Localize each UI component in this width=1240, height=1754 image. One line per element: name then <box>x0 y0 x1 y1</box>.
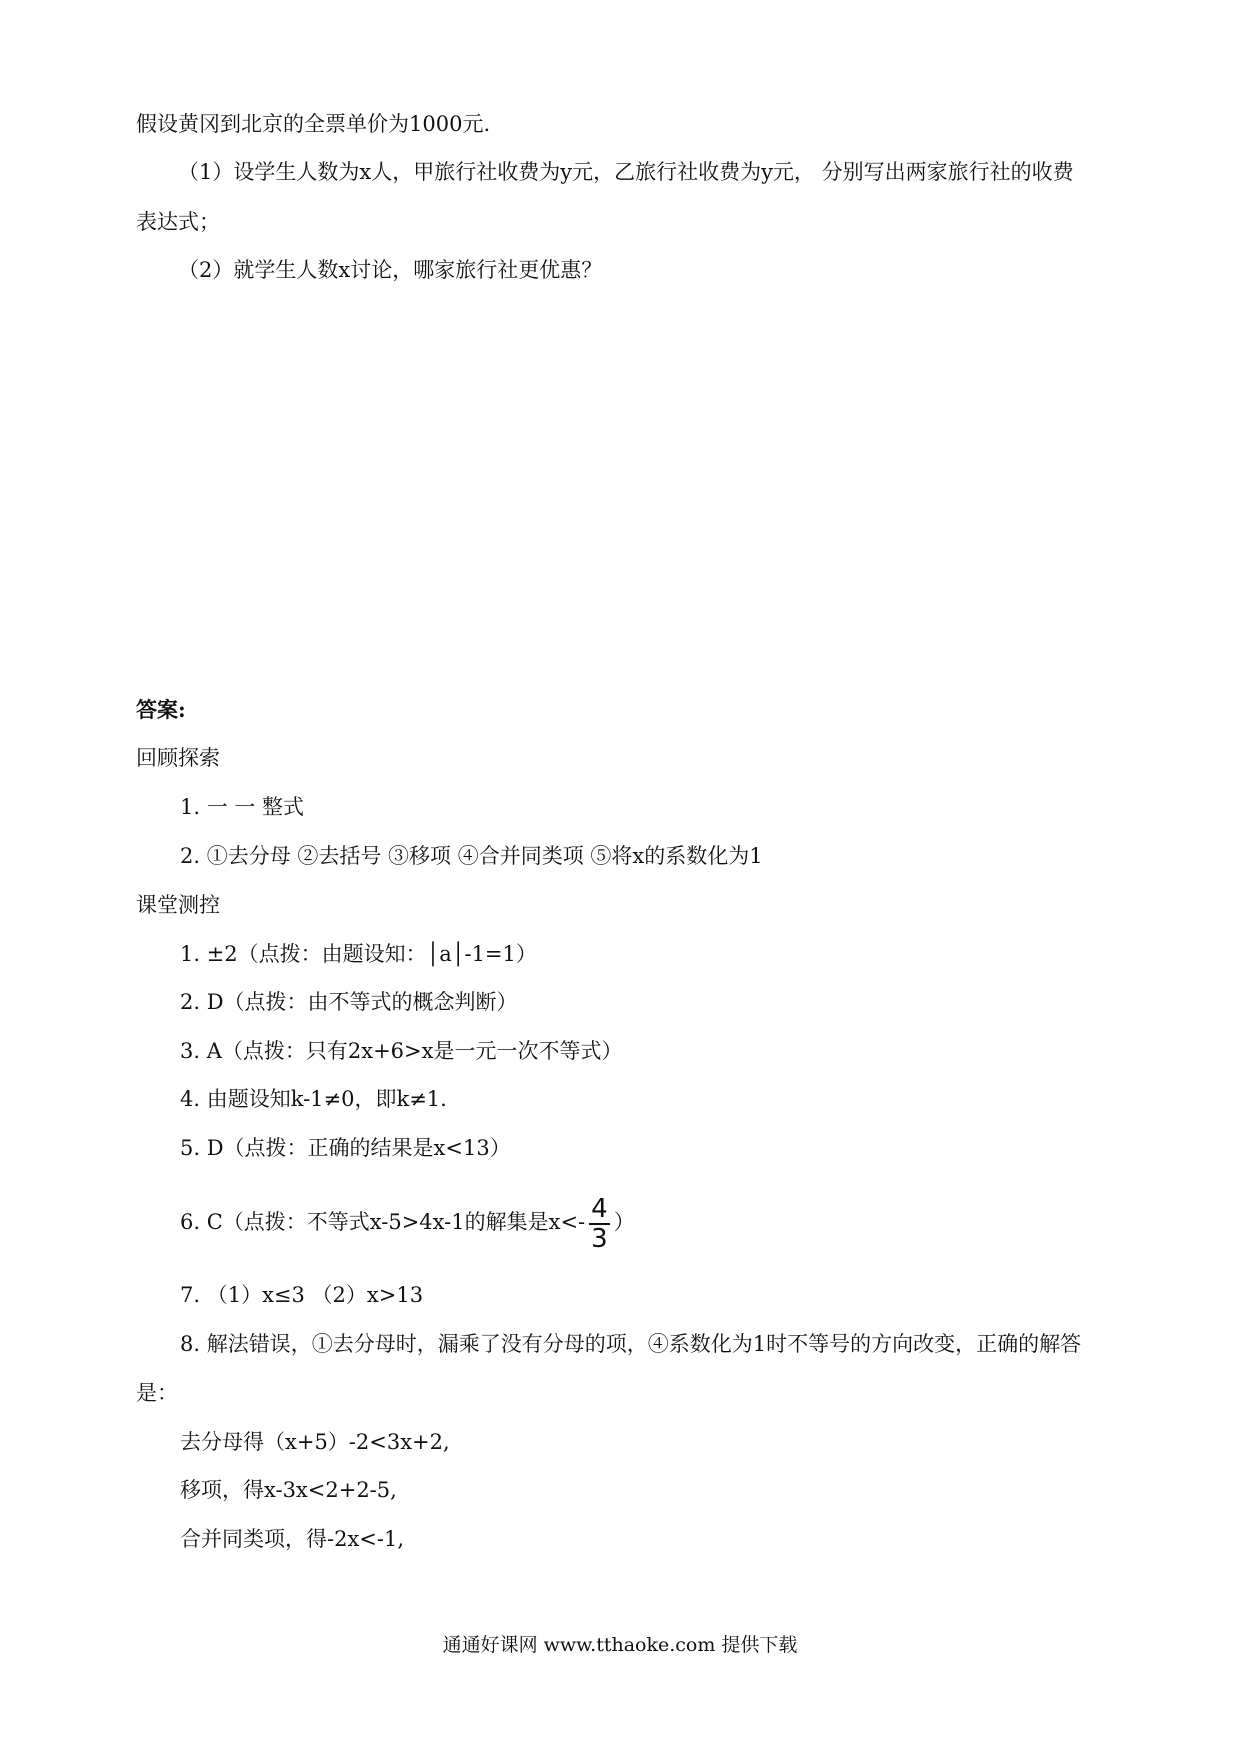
solution-step: 合并同类项，得-2x<-1, <box>180 1527 405 1551</box>
solution-step: 移项，得x-3x<2+2-5, <box>180 1478 397 1502</box>
review-title: 回顾探索 <box>136 746 220 770</box>
fraction-denominator: 3 <box>591 1223 608 1254</box>
fraction-numerator: 4 <box>591 1193 608 1224</box>
review-item: 2. ①去分母 ②去括号 ③移项 ④合并同类项 ⑤将x的系数化为1 <box>180 844 763 868</box>
test-item-7: 7. （1）x≤3 （2）x>13 <box>180 1283 424 1307</box>
answer-heading: 答案: <box>136 697 186 722</box>
question-part1-line1: （1）设学生人数为x人，甲旅行社收费为y元，乙旅行社收费为y元， 分别写出两家旅行社的收费 <box>178 160 1074 184</box>
test-item-8-line1: 8. 解法错误，①去分母时，漏乘了没有分母的项，④系数化为1时不等号的方向改变，正确的解答 <box>180 1332 1082 1356</box>
test-item: 4. 由题设知k-1≠0，即k≠1. <box>180 1087 447 1111</box>
fraction <box>589 1195 610 1253</box>
test-title: 课堂测控 <box>136 893 220 917</box>
item6-suffix: ） <box>613 1210 635 1234</box>
question-part2: （2）就学生人数x讨论，哪家旅行社更优惠？ <box>178 258 603 282</box>
test-item: 5. D（点拨：正确的结果是x<13） <box>180 1136 511 1160</box>
solution-step: 去分母得（x+5）-2<3x+2, <box>180 1430 450 1454</box>
test-item: 2. D（点拨：由不等式的概念判断） <box>180 990 518 1014</box>
page-footer: 通通好课网 www.tthaoke.com 提供下载 <box>442 1634 798 1656</box>
question-intro: 假设黄冈到北京的全票单价为1000元. <box>136 112 491 136</box>
question-part1-line2: 表达式； <box>136 210 220 234</box>
review-item: 1. 一 一 整式 <box>180 795 305 819</box>
test-item: 1. ±2（点拨：由题设知：│a│-1=1） <box>180 942 537 966</box>
item6-prefix: 6. C（点拨：不等式x-5>4x-1的解集是x<- <box>180 1210 586 1234</box>
test-item-6 <box>180 1192 635 1253</box>
test-item-8-line2: 是： <box>136 1381 178 1405</box>
test-item: 3. A（点拨：只有2x+6>x是一元一次不等式） <box>180 1039 623 1063</box>
